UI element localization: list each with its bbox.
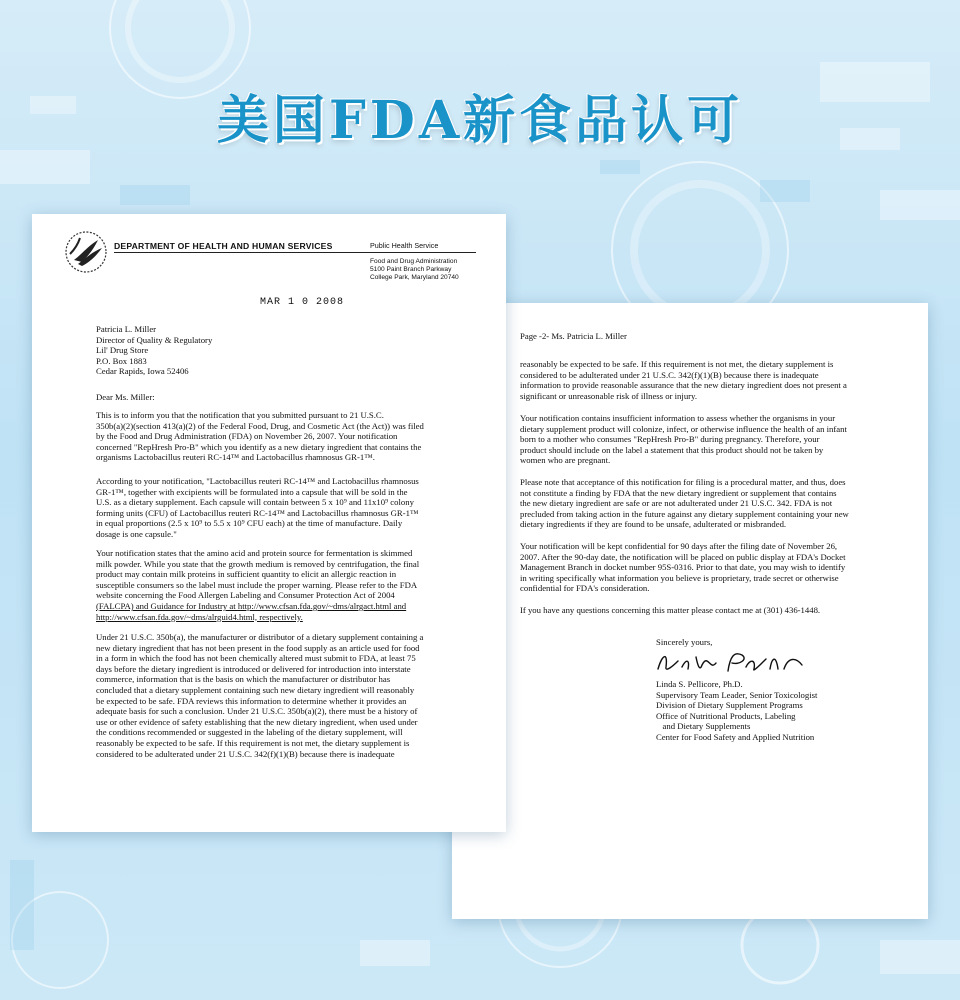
- text-line: dietary supplement product will colonize, infect, or otherwise influence the health of an infant: [520, 423, 847, 434]
- text-line: commerce, information that is the basis on which the manufacturer or distributor has: [96, 674, 391, 685]
- paragraph-2: [96, 476, 419, 540]
- paragraph-5: If you have any questions concerning this matter please contact me at (301) 436-1448.: [520, 605, 821, 615]
- text-line: women who are pregnant.: [520, 455, 611, 466]
- text-line: new dietary ingredient that has not been present in the food supply as an article used for food: [96, 642, 420, 653]
- department-heading: DEPARTMENT OF HEALTH AND HUMAN SERVICES: [114, 241, 333, 251]
- text-line: According to your notification, "Lactobacillus reuteri RC-14™ and Lactobacillus rhamnosus: [96, 476, 419, 486]
- letter-page-2: [452, 303, 928, 919]
- signature-block: [656, 679, 817, 743]
- signature-line: Supervisory Team Leader, Senior Toxicologist: [656, 689, 818, 700]
- text-line: use or other evidence of safety establishing that the new dietary ingredient, when used under: [96, 716, 418, 727]
- paragraph-4: [96, 632, 423, 759]
- text-line: Management Branch in docket number 95S-0316. Prior to that date, you may wish to identify: [520, 562, 846, 573]
- text-line-with-link[interactable]: (FALCPA) and Guidance for Industry at http://www.cfsan.fda.gov/~dms/alrgact.html and: [96, 600, 407, 611]
- text-line: in writing specifically what information you believe is proprietary, trade secret or otherwise: [520, 572, 839, 583]
- text-line: by the Food and Drug Administration (FDA) on November 26, 2007. Your notification: [96, 431, 398, 442]
- text-line: Your notification states that the amino acid and protein source for fermentation is skimmed: [96, 548, 413, 558]
- text-line: concluded that a dietary supplement containing such new dietary ingredient will reasonably: [96, 684, 415, 695]
- text-line: reasonably be expected to be safe. If this requirement is not met, the dietary supplement is: [520, 359, 834, 369]
- paragraph-3: [96, 548, 419, 622]
- text-line: the conditions recommended or suggested in the labeling of the dietary supplement, will: [96, 727, 403, 738]
- text-line: 350b(a)(2)(section 413(a)(2) of the Federal Food, Drug, and Cosmetic Act (the Act)) was filed: [96, 420, 424, 431]
- text-line: Your notification contains insufficient information to assess whether the organisms in your: [520, 413, 836, 423]
- text-line: days before the dietary ingredient is introduced or delivered for introduction into interstate: [96, 663, 411, 674]
- text-line: product may contain milk proteins in sufficient quantity to elicit an allergic reaction in: [96, 569, 397, 580]
- letter-page-1: [32, 214, 506, 832]
- paragraph-1: [96, 410, 424, 463]
- signature-line: Linda S. Pellicore, Ph.D.: [656, 679, 743, 689]
- closing: Sincerely yours,: [656, 637, 713, 647]
- text-line: significant or unreasonable risk of illness or injury.: [520, 390, 698, 401]
- salutation: Dear Ms. Miller:: [96, 392, 155, 402]
- address-line: Food and Drug Administration: [370, 258, 458, 265]
- recipient-line: Patricia L. Miller: [96, 324, 157, 334]
- text-line: born to a mother who consumes "RepHresh Pro-B" during pregnancy. Therefore, your: [520, 434, 820, 445]
- text-line: Your notification will be kept confidential for 90 days after the filing date of November 26,: [520, 541, 838, 551]
- text-line: in equal proportions (2.5 x 10⁹ to 5.5 x 10⁹ CFU each) at the time of manufacture. Daily: [96, 518, 403, 529]
- text-line: forming units (CFU) of Lactobacillus reuteri RC-14™ and Lactobacillus rhamnosus GR-1™: [96, 507, 419, 518]
- text-line: dietary ingredients if they are found to be unsafe, adulterated or misbranded.: [520, 519, 787, 530]
- signature-line: Center for Food Safety and Applied Nutrition: [656, 731, 815, 742]
- text-line: be expected to be safe. FDA reviews this information to determine whether it provides an: [96, 695, 407, 706]
- text-line: dosage is one capsule.": [96, 528, 177, 539]
- text-line: milk powder. While you state that the growth medium is removed by centrifugation, the final: [96, 558, 420, 569]
- agency-address: [370, 258, 459, 283]
- text-line: confidential for FDA's consideration.: [520, 583, 650, 594]
- text-line: not constitute a finding by FDA that the new dietary ingredient or supplement that contains: [520, 487, 837, 498]
- text-line: 2007. After the 90-day date, the notification will be placed on public display at FDA's Docket: [520, 551, 846, 562]
- recipient-line: Cedar Rapids, Iowa 52406: [96, 366, 189, 377]
- paragraph-4: [520, 541, 846, 594]
- paragraph-1: [520, 359, 847, 401]
- hhs-seal-icon: [64, 224, 112, 280]
- page-header: Page -2- Ms. Patricia L. Miller: [520, 331, 627, 341]
- text-line: Under 21 U.S.C. 350b(a), the manufacturer or distributor of a dietary supplement containing a: [96, 632, 424, 642]
- service-name: Public Health Service: [370, 241, 439, 250]
- text-line: GR-1™, together with excipients will be formulated into a capsule that will be sold in the: [96, 486, 408, 497]
- signature-line: Office of Nutritional Products, Labeling: [656, 710, 796, 721]
- text-line: Please note that acceptance of this notification for filing is a procedural matter, and thus, does: [520, 477, 846, 487]
- text-line: the new dietary ingredient are safe or are not adulterated under 21 U.S.C. 342. FDA is not: [520, 498, 833, 509]
- paragraph-3: [520, 477, 849, 530]
- text-line: adequate basis for such a conclusion. Under 21 U.S.C. 350b(a)(2), there must be a history of: [96, 706, 418, 717]
- text-line: considered to be adulterated under 21 U.S.C. 342(f)(1)(B) because there is inadequate: [520, 369, 819, 380]
- page-headline: 美国FDA新食品认可: [216, 90, 744, 151]
- signature-line: and Dietary Supplements: [656, 721, 751, 732]
- paragraph-2: [520, 413, 847, 466]
- text-line: susceptible consumers so the label must include the proper warning. Please refer to the FDA: [96, 579, 418, 590]
- header-rule: [114, 252, 476, 253]
- handwritten-signature: [652, 645, 812, 679]
- recipient-line: Director of Quality & Regulatory: [96, 334, 213, 345]
- text-line-with-link[interactable]: http://www.cfsan.fda.gov/~dms/alrguid4.html, respectively.: [96, 611, 303, 622]
- text-line: website concerning the Food Allergen Labeling and Consumer Protection Act of 2004: [96, 590, 395, 601]
- text-line: U.S. as a dietary supplement. Each capsule will contain between 5 x 10⁹ and 11x10⁹ colony: [96, 497, 414, 508]
- text-line: precluded from taking action in the future against any dietary supplement containing your new: [520, 508, 849, 519]
- text-line: concerned "RepHresh Pro-B" which you identify as a new dietary ingredient that contains the: [96, 441, 422, 452]
- recipient-line: P.O. Box 1883: [96, 355, 147, 366]
- text-line: reasonably be expected to be safe. If this requirement is not met, the dietary supplement is: [96, 737, 410, 748]
- signature-line: Division of Dietary Supplement Programs: [656, 700, 803, 711]
- text-line: information to provide reasonable assurance that the new dietary ingredient does not present a: [520, 380, 847, 391]
- recipient-block: [96, 324, 212, 377]
- text-line: in a form in which the food has not been chemically altered must submit to FDA, at least 75: [96, 653, 416, 664]
- date-stamp: MAR 1 0 2008: [260, 297, 345, 308]
- recipient-line: Lil' Drug Store: [96, 345, 149, 356]
- text-line: organisms Lactobacillus reuteri RC-14™ and Lactobacillus rhamnosus GR-1™.: [96, 452, 375, 463]
- text-line: This is to inform you that the notification that you submitted pursuant to 21 U.S.C.: [96, 410, 384, 420]
- text-line: product should include on the label a statement that this product should not be taken by: [520, 444, 824, 455]
- text-line: considered to be adulterated under 21 U.S.C. 342(f)(1)(B) because there is inadequate: [96, 748, 395, 759]
- address-line: 5100 Paint Branch Parkway: [370, 266, 452, 274]
- address-line: College Park, Maryland 20740: [370, 274, 459, 282]
